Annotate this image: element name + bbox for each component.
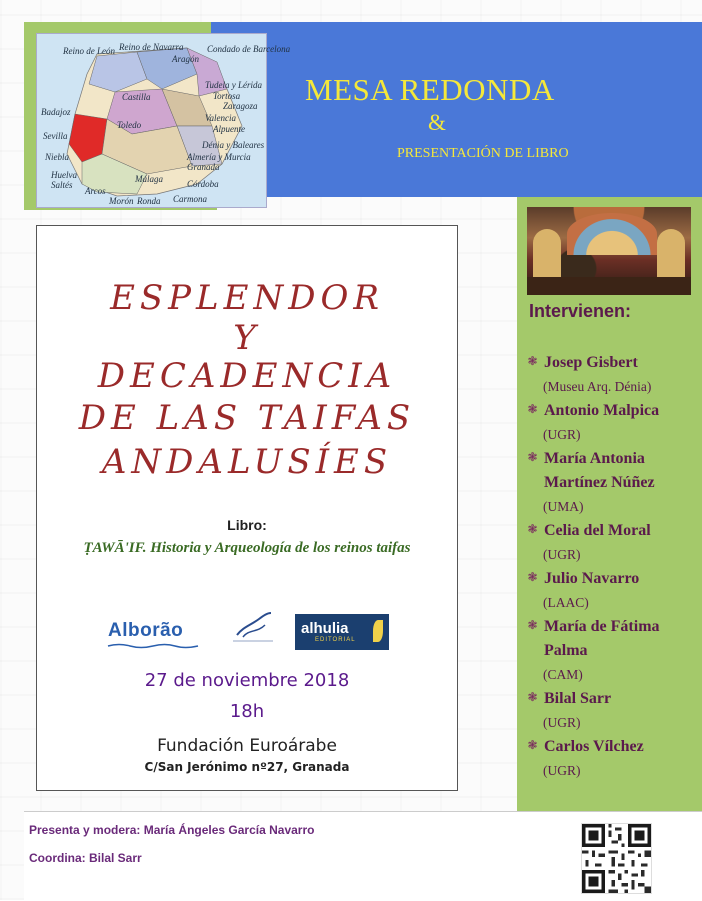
book-full-title: ṬAWĀ'IF. Historia y Arqueología de los reinos taifas — [83, 540, 411, 556]
speaker-name-line2: Palma — [544, 642, 588, 659]
speaker-affiliation: (UGR) — [543, 547, 581, 562]
speaker-name-line1: María Antonia — [544, 450, 645, 467]
flower-bullet-icon: ❃ — [527, 450, 538, 464]
event-venue: Fundación Euroárabe — [157, 736, 337, 756]
book-title-line: DE LAS TAIFAS — [78, 398, 416, 438]
speaker-name — [527, 447, 702, 495]
flower-bullet-icon: ❃ — [527, 618, 538, 632]
map-label: Sevilla — [43, 131, 68, 141]
qr-code-icon[interactable] — [581, 823, 652, 894]
taifas-map — [36, 33, 291, 208]
speaker-name — [527, 615, 702, 663]
map-label: Condado de Barcelona — [207, 44, 291, 54]
map-label: Aragón — [172, 54, 199, 64]
flower-bullet-icon: ❃ — [527, 570, 538, 584]
flower-bullet-icon: ❃ — [527, 690, 538, 704]
speaker-item — [527, 447, 702, 518]
book-title-line: DECADENCIA — [97, 356, 397, 396]
speaker-item — [527, 351, 702, 398]
event-address: C/San Jerónimo nº27, Granada — [144, 760, 350, 774]
map-label: Morón — [109, 196, 134, 206]
map-label: Castilla — [122, 92, 151, 102]
map-label: Saltés — [51, 180, 73, 190]
speaker-name: Antonio Malpica — [544, 402, 660, 419]
speaker-item — [527, 567, 702, 614]
event-date: 27 de noviembre 2018 — [144, 670, 350, 691]
speaker-item — [527, 687, 702, 734]
flower-bullet-icon: ❃ — [527, 402, 538, 416]
speaker-item — [527, 735, 702, 782]
flower-bullet-icon: ❃ — [527, 354, 538, 368]
event-type-title: MESA REDONDA — [305, 72, 555, 107]
alborao-wave-icon — [108, 643, 198, 648]
map-label: Almería y Murcia — [187, 152, 251, 162]
map-label: Granada — [187, 162, 220, 172]
map-label: Carmona — [173, 194, 208, 204]
presenter-line: Presenta y modera: María Ángeles García Navarro — [29, 823, 315, 837]
ampersand: & — [428, 110, 446, 135]
map-label: Málaga — [135, 174, 163, 184]
map-label: Toledo — [117, 120, 142, 130]
map-label: Badajoz — [41, 107, 71, 117]
map-label: Reino de León — [63, 46, 115, 56]
photo-dome — [567, 213, 657, 255]
speaker-name-line1: María de Fátima — [544, 618, 660, 635]
speakers-list — [527, 351, 702, 783]
map-label: Valencia — [205, 113, 236, 123]
event-time: 18h — [229, 701, 265, 722]
map-label: Tortosa — [213, 91, 241, 101]
speaker-affiliation: (UGR) — [543, 427, 581, 442]
map-label: Ronda — [137, 196, 161, 206]
map-label: Reino de Navarra — [119, 42, 184, 52]
book-title-line: ANDALUSÍES — [101, 442, 393, 482]
flower-bullet-icon: ❃ — [527, 738, 538, 752]
speaker-name-line2: Martínez Núñez — [544, 474, 655, 491]
map-label: Niebla — [45, 152, 69, 162]
map-label: Alpuente — [213, 124, 245, 134]
speaker-affiliation: (UMA) — [543, 499, 584, 514]
alhulia-mark-icon — [373, 620, 383, 642]
book-title-line: Y — [233, 318, 261, 358]
alhulia-logo-text: alhulia — [301, 620, 349, 637]
map-label: Tudela y Lérida — [205, 80, 263, 90]
speaker-name: Julio Navarro — [544, 570, 640, 587]
speaker-item — [527, 519, 702, 566]
map-label: Córdoba — [187, 179, 219, 189]
book-title-line: ESPLENDOR — [110, 278, 384, 318]
speakers-heading: Intervienen: — [529, 301, 632, 321]
speaker-name: Josep Gisbert — [544, 354, 638, 371]
speaker-item — [527, 615, 702, 686]
speaker-item — [527, 399, 702, 446]
map-label: Huelva — [51, 170, 77, 180]
venue-photo — [527, 207, 691, 295]
institution-logo-icon — [229, 607, 277, 647]
alborao-logo: Alborão — [108, 620, 184, 641]
speaker-name: Carlos Vílchez — [544, 738, 644, 755]
speaker-affiliation: (UGR) — [543, 715, 581, 730]
speaker-name: Bilal Sarr — [544, 690, 612, 707]
speaker-name: Celia del Moral — [544, 522, 651, 539]
coordinator-line: Coordina: Bilal Sarr — [29, 851, 142, 865]
event-subtitle: PRESENTACIÓN DE LIBRO — [397, 146, 569, 161]
book-panel — [36, 225, 458, 791]
alhulia-logo — [295, 614, 389, 650]
speaker-affiliation: (CAM) — [543, 667, 583, 682]
photo-floor — [527, 277, 691, 295]
speaker-affiliation: (UGR) — [543, 763, 581, 778]
book-label: Libro: — [227, 517, 267, 533]
qr-pattern — [582, 824, 651, 893]
speaker-affiliation: (LAAC) — [543, 595, 589, 610]
map-label: Arcos — [85, 186, 106, 196]
map-label: Zaragoza — [223, 101, 258, 111]
alhulia-logo-sub: EDITORIAL — [315, 637, 356, 643]
map-label: Dénia y Baleares — [202, 140, 265, 150]
flower-bullet-icon: ❃ — [527, 522, 538, 536]
speaker-affiliation: (Museu Arq. Dénia) — [543, 379, 652, 394]
